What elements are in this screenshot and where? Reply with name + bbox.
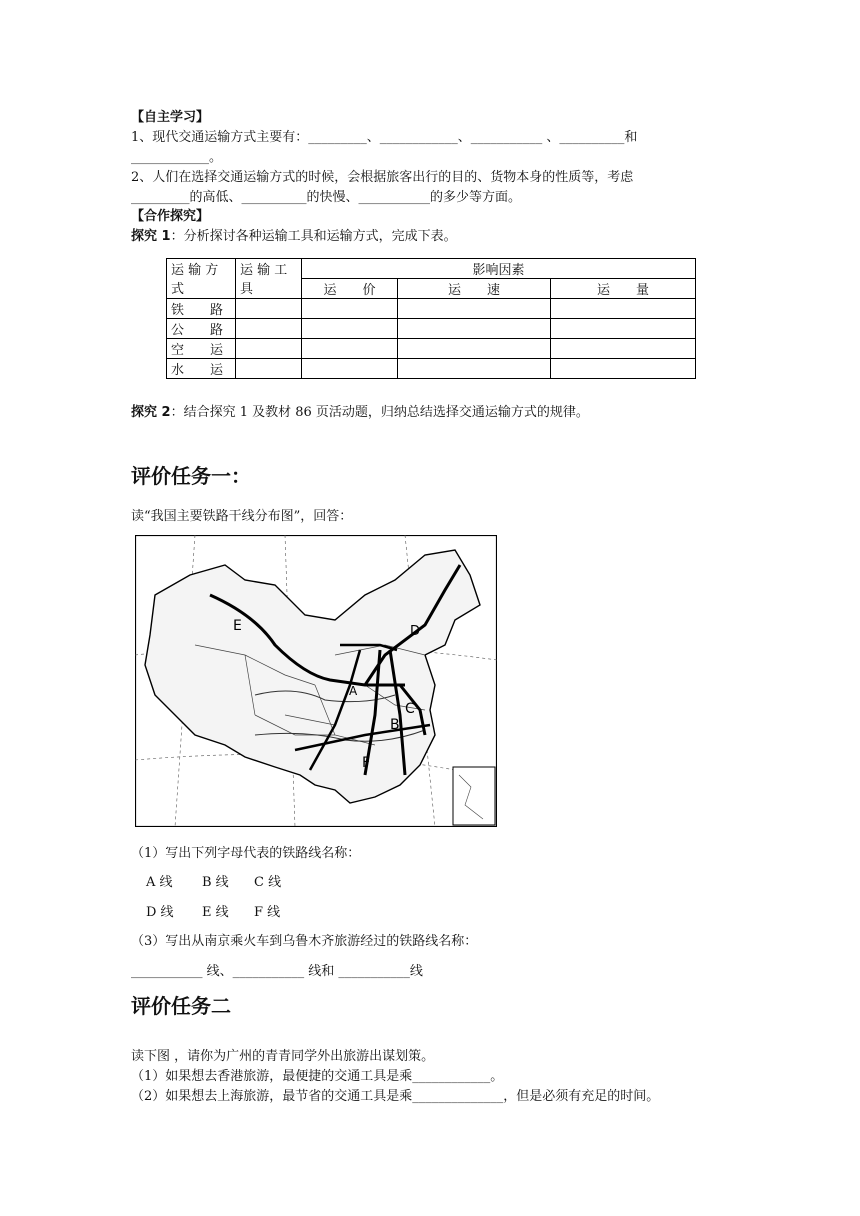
question-1-line-2: ____________。	[131, 150, 223, 165]
line-e: E 线	[202, 905, 229, 920]
map-label-a: A	[349, 684, 358, 698]
table-cell[interactable]	[236, 319, 302, 339]
table-row	[167, 319, 696, 339]
explore-2-label: 探究 2	[131, 405, 171, 420]
explore-2	[131, 401, 589, 420]
header-price: 运 价	[302, 279, 398, 299]
table-cell[interactable]	[398, 319, 551, 339]
task-2-question-1: （1）如果想去香港旅游，最便捷的交通工具是乘____________。	[131, 1069, 504, 1084]
table-cell[interactable]	[302, 359, 398, 379]
map-label-b: B	[390, 717, 400, 733]
row-label-air: 空 运	[167, 339, 236, 359]
line-row-1	[146, 871, 281, 890]
explore-2-text: ：结合探究 1 及教材 86 页活动题，归纳总结选择交通运输方式的规律。	[170, 405, 589, 420]
table-cell[interactable]	[551, 339, 696, 359]
line-row-2	[146, 901, 280, 920]
header-transport-tool: 运 输 工 具	[236, 259, 302, 299]
line-b: B 线	[202, 875, 229, 890]
task-2-intro: 读下图 ，请你为广州的青青同学外出旅游出谋划策。	[131, 1049, 435, 1064]
table-cell[interactable]	[302, 299, 398, 319]
table-cell[interactable]	[236, 299, 302, 319]
task-1-question-3: （3）写出从南京乘火车到乌鲁木齐旅游经过的铁路线名称：	[131, 934, 478, 949]
table-cell[interactable]	[551, 319, 696, 339]
line-c: C 线	[254, 875, 282, 890]
explore-1-label: 探究 1	[131, 229, 171, 244]
railway-map	[135, 535, 497, 827]
cooperative-heading: 【合作探究】	[131, 209, 210, 224]
explore-1-text: ：分析探讨各种运输工具和运输方式，完成下表。	[170, 229, 457, 244]
header-factors: 影响因素	[302, 259, 696, 279]
line-a: A 线	[146, 875, 173, 890]
table-row	[167, 339, 696, 359]
table-cell[interactable]	[398, 299, 551, 319]
map-label-d: D	[410, 624, 421, 639]
table-cell[interactable]	[551, 359, 696, 379]
map-label-f: F	[362, 755, 371, 771]
table-cell[interactable]	[236, 339, 302, 359]
table-cell[interactable]	[236, 359, 302, 379]
table-cell[interactable]	[302, 319, 398, 339]
header-volume: 运 量	[551, 279, 696, 299]
map-label-c: C	[405, 701, 415, 717]
question-2-line-1: 2、人们在选择交通运输方式的时候，会根据旅客出行的目的、货物本身的性质等，考虑	[131, 170, 634, 185]
table-cell[interactable]	[302, 339, 398, 359]
row-label-water: 水 运	[167, 359, 236, 379]
task-2-question-2: （2）如果想去上海旅游，最节省的交通工具是乘______________，但是必须有充足的时间。	[131, 1089, 660, 1104]
table-cell[interactable]	[551, 299, 696, 319]
task-2-title: 评价任务二	[131, 994, 231, 1018]
task-1-question-1: （1）写出下列字母代表的铁路线名称：	[131, 846, 361, 861]
transport-table	[166, 258, 696, 379]
question-2-line-2: _________的高低、__________的快慢、___________的多少等方面。	[131, 190, 522, 205]
line-f: F 线	[254, 905, 281, 920]
header-speed: 运 速	[398, 279, 551, 299]
task-1-title: 评价任务一：	[131, 464, 251, 488]
question-1-line-1: 1、现代交通运输方式主要有：_________、____________、___________ 、__________和	[131, 130, 638, 145]
line-d: D 线	[146, 905, 174, 920]
row-label-road: 公 路	[167, 319, 236, 339]
table-cell[interactable]	[398, 359, 551, 379]
task-1-intro: 读“我国主要铁路干线分布图”，回答：	[131, 509, 353, 524]
map-label-e: E	[233, 618, 242, 634]
self-study-heading: 【自主学习】	[131, 110, 210, 125]
header-transport-mode: 运 输 方 式	[167, 259, 236, 299]
explore-1	[131, 225, 457, 244]
row-label-rail: 铁 路	[167, 299, 236, 319]
table-row	[167, 359, 696, 379]
table-row	[167, 299, 696, 319]
table-cell[interactable]	[398, 339, 551, 359]
task-1-question-3-blanks: ___________ 线、___________ 线和 ___________线	[131, 964, 423, 979]
